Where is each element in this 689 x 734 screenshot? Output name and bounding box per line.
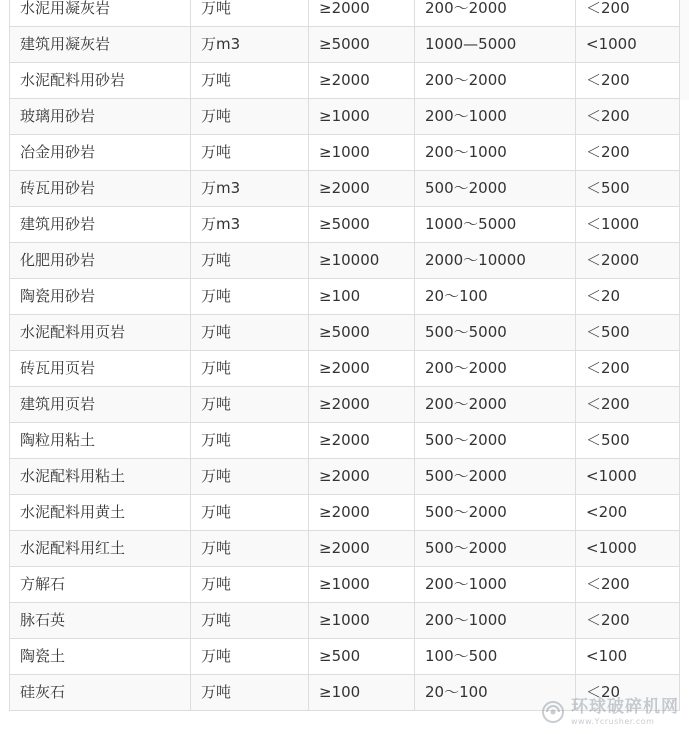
medium-reserve-cell: 1000～5000	[415, 207, 576, 243]
watermark-url: www.Ycrusher.com	[571, 716, 655, 726]
table-row	[10, 243, 680, 279]
medium-reserve-cell: 500～5000	[415, 315, 576, 351]
unit-cell: 万吨	[191, 279, 309, 315]
unit-cell: 万吨	[191, 99, 309, 135]
reserve-table-container	[9, 0, 679, 711]
table-row	[10, 63, 680, 99]
table-row	[10, 0, 680, 27]
medium-reserve-cell: 500～2000	[415, 171, 576, 207]
medium-reserve-cell: 200～1000	[415, 567, 576, 603]
large-reserve-cell: ≥1000	[309, 99, 415, 135]
mineral-name-cell: 陶粒用粘土	[10, 423, 191, 459]
large-reserve-cell: ≥5000	[309, 315, 415, 351]
small-reserve-cell: ＜200	[576, 351, 680, 387]
medium-reserve-cell: 20～100	[415, 675, 576, 711]
small-reserve-cell: <100	[576, 639, 680, 675]
table-row	[10, 567, 680, 603]
large-reserve-cell: ≥5000	[309, 27, 415, 63]
table-row	[10, 207, 680, 243]
large-reserve-cell: ≥100	[309, 675, 415, 711]
table-row	[10, 171, 680, 207]
table-row	[10, 99, 680, 135]
watermark-logo-icon	[541, 700, 565, 724]
large-reserve-cell: ≥1000	[309, 135, 415, 171]
mineral-name-cell: 化肥用砂岩	[10, 243, 191, 279]
unit-cell: 万吨	[191, 495, 309, 531]
small-reserve-cell: ＜500	[576, 315, 680, 351]
small-reserve-cell: ＜500	[576, 171, 680, 207]
mineral-name-cell: 建筑用凝灰岩	[10, 27, 191, 63]
table-row	[10, 135, 680, 171]
table-row	[10, 495, 680, 531]
mineral-name-cell: 陶瓷用砂岩	[10, 279, 191, 315]
mineral-name-cell: 建筑用页岩	[10, 387, 191, 423]
table-row	[10, 603, 680, 639]
large-reserve-cell: ≥2000	[309, 171, 415, 207]
medium-reserve-cell: 20～100	[415, 279, 576, 315]
medium-reserve-cell: 200～1000	[415, 135, 576, 171]
unit-cell: 万m3	[191, 27, 309, 63]
large-reserve-cell: ≥1000	[309, 603, 415, 639]
small-reserve-cell: <200	[576, 495, 680, 531]
table-row	[10, 423, 680, 459]
medium-reserve-cell: 200～1000	[415, 99, 576, 135]
unit-cell: 万吨	[191, 567, 309, 603]
medium-reserve-cell: 200～2000	[415, 387, 576, 423]
small-reserve-cell: <1000	[576, 27, 680, 63]
mineral-name-cell: 水泥配料用砂岩	[10, 63, 191, 99]
small-reserve-cell: ＜200	[576, 603, 680, 639]
unit-cell: 万吨	[191, 603, 309, 639]
small-reserve-cell: ＜200	[576, 63, 680, 99]
small-reserve-cell: ＜20	[576, 675, 680, 711]
medium-reserve-cell: 200～2000	[415, 0, 576, 27]
table-row	[10, 27, 680, 63]
mineral-name-cell: 玻璃用砂岩	[10, 99, 191, 135]
small-reserve-cell: ＜200	[576, 99, 680, 135]
mineral-name-cell: 建筑用砂岩	[10, 207, 191, 243]
unit-cell: 万吨	[191, 387, 309, 423]
watermark-name: 环球破碎机网	[571, 696, 679, 717]
mineral-name-cell: 方解石	[10, 567, 191, 603]
large-reserve-cell: ≥10000	[309, 243, 415, 279]
mineral-name-cell: 砖瓦用页岩	[10, 351, 191, 387]
large-reserve-cell: ≥2000	[309, 351, 415, 387]
mineral-reserve-table	[9, 0, 680, 711]
unit-cell: 万吨	[191, 639, 309, 675]
table-row	[10, 387, 680, 423]
large-reserve-cell: ≥1000	[309, 567, 415, 603]
large-reserve-cell: ≥2000	[309, 63, 415, 99]
mineral-name-cell: 水泥用凝灰岩	[10, 0, 191, 27]
medium-reserve-cell: 500～2000	[415, 459, 576, 495]
medium-reserve-cell: 200～1000	[415, 603, 576, 639]
small-reserve-cell: <1000	[576, 459, 680, 495]
unit-cell: 万吨	[191, 315, 309, 351]
large-reserve-cell: ≥2000	[309, 459, 415, 495]
small-reserve-cell: ＜200	[576, 0, 680, 27]
unit-cell: 万吨	[191, 675, 309, 711]
medium-reserve-cell: 500～2000	[415, 495, 576, 531]
medium-reserve-cell: 2000～10000	[415, 243, 576, 279]
scrollbar-track[interactable]	[679, 0, 689, 100]
medium-reserve-cell: 500～2000	[415, 531, 576, 567]
unit-cell: 万吨	[191, 243, 309, 279]
large-reserve-cell: ≥500	[309, 639, 415, 675]
unit-cell: 万m3	[191, 171, 309, 207]
medium-reserve-cell: 100～500	[415, 639, 576, 675]
medium-reserve-cell: 1000—5000	[415, 27, 576, 63]
small-reserve-cell: ＜1000	[576, 207, 680, 243]
table-row	[10, 351, 680, 387]
small-reserve-cell: ＜2000	[576, 243, 680, 279]
unit-cell: 万m3	[191, 207, 309, 243]
mineral-name-cell: 脉石英	[10, 603, 191, 639]
unit-cell: 万吨	[191, 351, 309, 387]
unit-cell: 万吨	[191, 135, 309, 171]
large-reserve-cell: ≥2000	[309, 0, 415, 27]
unit-cell: 万吨	[191, 63, 309, 99]
unit-cell: 万吨	[191, 423, 309, 459]
mineral-name-cell: 水泥配料用黄土	[10, 495, 191, 531]
large-reserve-cell: ≥2000	[309, 495, 415, 531]
mineral-name-cell: 陶瓷土	[10, 639, 191, 675]
table-row	[10, 315, 680, 351]
large-reserve-cell: ≥5000	[309, 207, 415, 243]
table-row	[10, 459, 680, 495]
unit-cell: 万吨	[191, 0, 309, 27]
medium-reserve-cell: 500～2000	[415, 423, 576, 459]
table-row	[10, 279, 680, 315]
table-body	[10, 0, 680, 711]
mineral-name-cell: 砖瓦用砂岩	[10, 171, 191, 207]
large-reserve-cell: ≥2000	[309, 531, 415, 567]
small-reserve-cell: ＜20	[576, 279, 680, 315]
large-reserve-cell: ≥2000	[309, 387, 415, 423]
medium-reserve-cell: 200～2000	[415, 63, 576, 99]
small-reserve-cell: ＜200	[576, 135, 680, 171]
small-reserve-cell: ＜200	[576, 387, 680, 423]
small-reserve-cell: ＜200	[576, 567, 680, 603]
small-reserve-cell: <1000	[576, 531, 680, 567]
unit-cell: 万吨	[191, 531, 309, 567]
large-reserve-cell: ≥2000	[309, 423, 415, 459]
large-reserve-cell: ≥100	[309, 279, 415, 315]
mineral-name-cell: 水泥配料用红土	[10, 531, 191, 567]
site-watermark	[541, 698, 679, 726]
small-reserve-cell: ＜500	[576, 423, 680, 459]
mineral-name-cell: 水泥配料用粘土	[10, 459, 191, 495]
mineral-name-cell: 硅灰石	[10, 675, 191, 711]
mineral-name-cell: 冶金用砂岩	[10, 135, 191, 171]
mineral-name-cell: 水泥配料用页岩	[10, 315, 191, 351]
table-row	[10, 639, 680, 675]
medium-reserve-cell: 200～2000	[415, 351, 576, 387]
table-row	[10, 531, 680, 567]
unit-cell: 万吨	[191, 459, 309, 495]
